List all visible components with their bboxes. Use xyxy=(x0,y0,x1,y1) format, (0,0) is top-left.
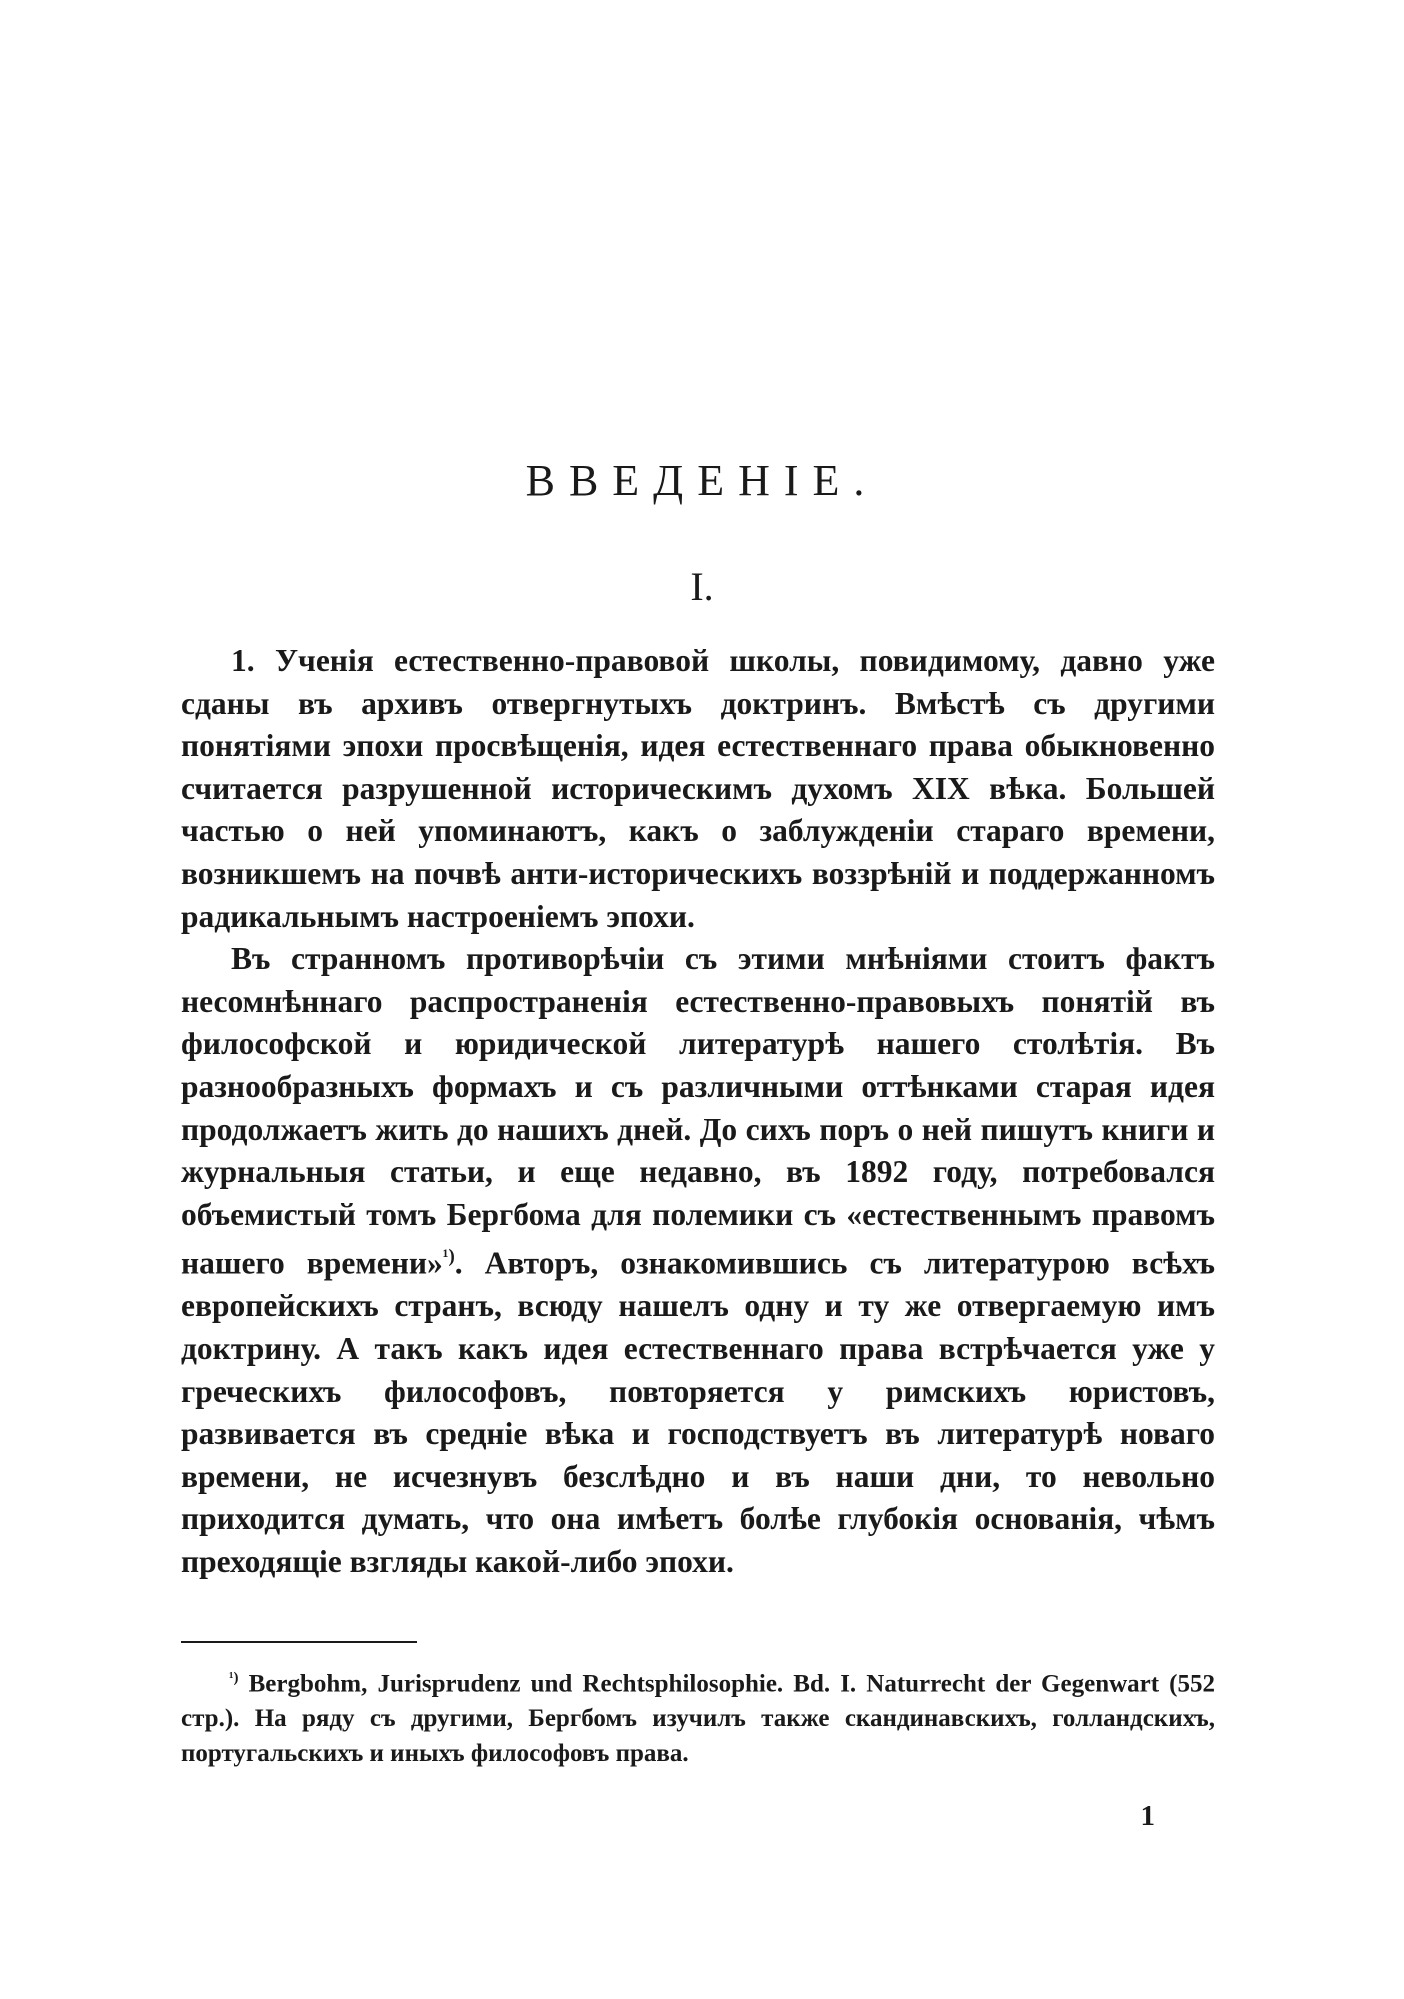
footnote-divider xyxy=(181,1641,417,1643)
footnote xyxy=(181,1661,1215,1771)
paragraph-2-text: Въ странномъ противорѣчіи съ этими мнѣніями стоитъ фактъ несомнѣннаго распространенія естественно-правовыхъ понятій въ философской и юридической литературѣ нашего столѣтія. Въ разнообразныхъ формахъ и съ различными оттѣнками старая идея продолжаетъ жить до нашихъ дней. До сихъ поръ о ней пишутъ книги и журнальныя статьи, и еще недавно, въ 1892 году, потребовался объемистый томъ Бергбома для полемики съ «естественнымъ правомъ нашего времени» xyxy=(181,941,1215,1281)
footnote-marker: ¹) xyxy=(229,1670,239,1686)
paragraph-2 xyxy=(181,938,1215,1583)
paragraph-1: 1. Ученія естественно-правовой школы, повидимому, давно уже сданы въ архивъ отвергнутыхъ доктринъ. Вмѣстѣ съ другими понятіями эпохи просвѣщенія, идея естественнаго права обыкновенно считается разрушенной историческимъ духомъ XIX вѣка. Большей частью о ней упоминаютъ, какъ о заблужденіи стараго времени, возникшемъ на почвѣ анти-историческихъ воззрѣній и поддержанномъ радикальнымъ настроеніемъ эпохи. xyxy=(181,643,1215,934)
section-number: I. xyxy=(690,564,714,609)
page-number: 1 xyxy=(1140,1800,1155,1832)
chapter-title: ВВЕДЕНІЕ. xyxy=(525,456,879,505)
footnote-text: Bergbohm, Jurisprudenz und Rechtsphilosophie. Bd. I. Naturrecht der Gegenwart (552 стр.). На ряду съ другими, Бергбомъ изучилъ также скандинавскихъ, голландскихъ, португальскихъ и иныхъ философовъ права. xyxy=(181,1670,1215,1768)
footnote-reference: ¹) xyxy=(442,1246,455,1268)
main-text xyxy=(181,640,1215,1584)
paragraph-2-continuation: . Авторъ, ознакомившись съ литературою всѣхъ европейскихъ странъ, всюду нашелъ одну и ту же отвергаемую имъ доктрину. А такъ какъ идея естественнаго права встрѣчается уже у греческихъ философовъ, повторяется у римскихъ юристовъ, развивается въ средніе вѣка и господствуетъ въ литературѣ новаго времени, не исчезнувъ безслѣдно и въ наши дни, то невольно приходится думать, что она имѣетъ болѣе глубокія основанія, чѣмъ преходящіе взгляды какой-либо эпохи. xyxy=(181,1245,1215,1579)
